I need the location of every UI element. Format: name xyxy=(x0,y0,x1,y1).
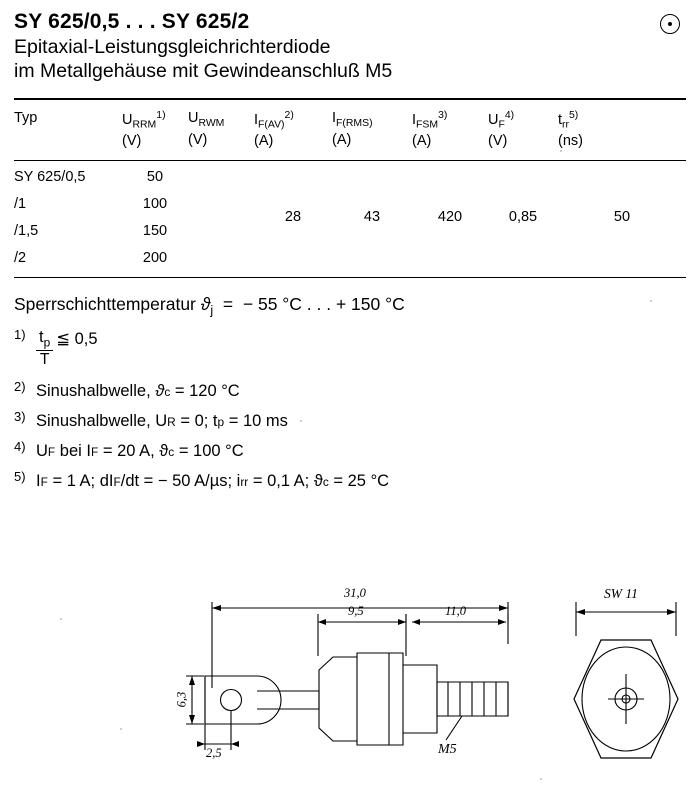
spec-table xyxy=(14,100,686,160)
duty-cycle-fraction: $\frac{t_p}{T}$ xyxy=(36,328,53,368)
footnote-4: 4) U F bei I F = 20 A, ϑ c = 100 °C xyxy=(14,438,244,460)
page-title: SY 625/0,5 . . . SY 625/2 xyxy=(14,10,250,33)
column-header-ifsm: $I_{FSM}^{3)}$ (A) xyxy=(412,109,448,150)
cell-trr: 50 xyxy=(613,209,631,226)
column-header-trr: $t_{rr}^{5)}$ (ns) xyxy=(558,109,583,150)
dim-label-total-length: 31,0 xyxy=(344,586,366,600)
footnote-5: 5) I F = 1 A; dI F /dt = − 50 A/µs; i rr = 0,1 A; ϑ c = 25 °C xyxy=(14,468,390,490)
dim-label-hex: SW 11 xyxy=(604,586,638,601)
column-header-uf: $U_F^{4)}$ (V) xyxy=(488,109,515,150)
column-header-if-av: $I_{F(AV)}^{2)}$ (A) xyxy=(254,109,294,150)
scan-speck xyxy=(650,300,652,302)
circled-dot-icon xyxy=(660,14,680,34)
spec-table-body xyxy=(14,161,686,269)
junction-temperature-value: − 55 °C . . . + 150 °C xyxy=(242,293,405,314)
spec-table-head xyxy=(14,100,686,160)
cell-urrm: 100 xyxy=(142,195,168,212)
cell-urwm xyxy=(188,242,254,269)
cell-urrm: 150 xyxy=(142,222,168,239)
cell-urrm: 50 xyxy=(146,168,164,185)
scan-speck xyxy=(300,420,302,422)
scan-speck xyxy=(120,728,122,730)
column-header-typ: Typ xyxy=(14,109,38,126)
table-bottom-rule xyxy=(14,277,686,278)
cell-typ: SY 625/0,5 xyxy=(14,168,86,185)
page-subtitle-line2: im Metallgehäuse mit Gewindeanschluß M5 xyxy=(14,59,393,82)
page-subtitle-line1: Epitaxial-Leistungsgleichrichterdiode xyxy=(14,36,331,58)
footnote-3: 3) Sinushalbwelle, U R = 0; t p = 10 ms xyxy=(14,408,288,430)
cell-urwm xyxy=(188,215,254,242)
dim-label-shoulder-length: 9,5 xyxy=(348,604,364,618)
footnotes-list xyxy=(14,329,686,490)
cell-uf: 0,85 xyxy=(508,209,538,226)
table-header-row xyxy=(14,100,686,160)
column-header-urrm: $U_{RRM}^{1)}$ (V) xyxy=(122,109,166,150)
cell-typ: /2 xyxy=(14,249,27,266)
cell-urrm: 200 xyxy=(142,249,168,266)
footnote-1: 1) $\frac{t_p}{T}$ ≦ 0,5 xyxy=(14,327,98,368)
footnote-2: 2) Sinushalbwelle, ϑ c = 120 °C xyxy=(14,378,240,400)
cell-typ: /1,5 xyxy=(14,222,39,239)
theta-symbol: ϑ xyxy=(200,293,211,314)
cell-if-av: 28 xyxy=(284,209,302,226)
scan-speck xyxy=(540,778,542,780)
dim-label-tab-width: 6,3 xyxy=(174,691,189,708)
mechanical-drawing xyxy=(0,578,700,800)
scan-speck xyxy=(60,618,62,620)
cell-if-rms: 43 xyxy=(363,209,381,226)
cell-typ: /1 xyxy=(14,195,27,212)
cell-ifsm: 420 xyxy=(437,209,463,226)
dim-label-hole-offset: 2,5 xyxy=(206,746,222,760)
dim-label-thread-length: 11,0 xyxy=(445,604,466,618)
page-header xyxy=(14,10,686,84)
column-header-urwm: $U_{RWM}$ (V) xyxy=(188,109,225,148)
cell-urwm xyxy=(188,161,254,188)
scan-speck xyxy=(560,150,562,152)
column-header-if-rms: $I_{F(RMS)}$ (A) xyxy=(332,109,373,148)
header-text-block xyxy=(14,10,392,84)
junction-temperature-line: Sperrschichttemperatur $ϑ_j$ = − 55 °C . . . + 150 °C xyxy=(14,293,405,318)
cell-urwm xyxy=(188,188,254,215)
table-row xyxy=(14,161,686,188)
dim-label-thread: M5 xyxy=(438,742,457,757)
